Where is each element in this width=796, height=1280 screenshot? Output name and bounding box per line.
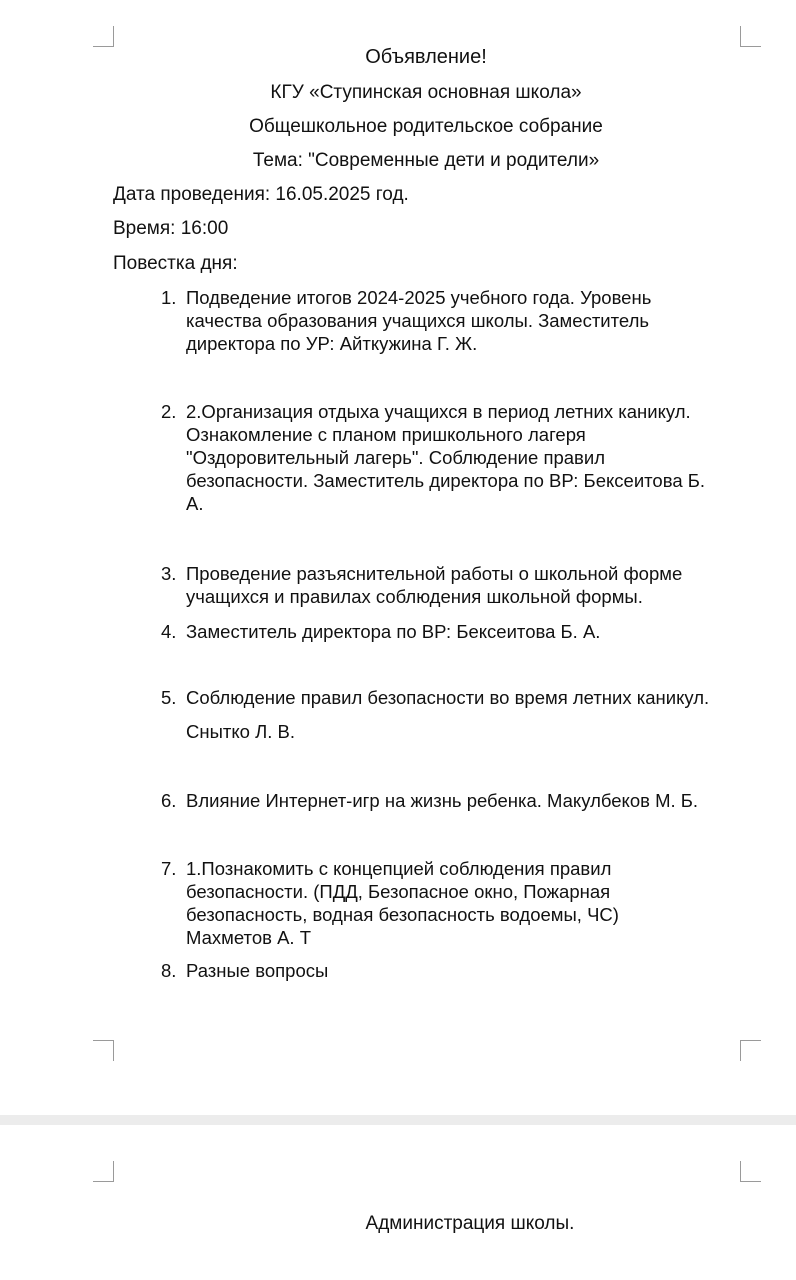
agenda-heading: Повестка дня: (113, 253, 238, 274)
agenda-item-text: Разные вопросы (186, 960, 329, 981)
page-separator (0, 1115, 796, 1125)
meeting-topic: Тема: "Современные дети и родители» (252, 150, 600, 171)
agenda-item-text: Заместитель директора по ВР: Бексеитова Б. А. (186, 621, 601, 642)
school-name: КГУ «Ступинская основная школа» (270, 82, 582, 103)
document-page-2 (0, 1125, 796, 1280)
margin-corner-mark (93, 26, 114, 47)
administration-signature: Администрация школы. (365, 1213, 575, 1234)
agenda-item-number: 4. (161, 621, 177, 642)
margin-corner-mark (740, 1040, 761, 1061)
margin-corner-mark (93, 1161, 114, 1182)
meeting-date: Дата проведения: 16.05.2025 год. (113, 184, 409, 205)
agenda-item-text: Подведение итогов 2024-2025 учебного года. Уровень качества образования учащихся школы. Заместитель директора по УР: Айткужина Г. Ж. (186, 287, 652, 354)
agenda-item-number: 7. (161, 858, 177, 879)
agenda-item-text: Соблюдение правил безопасности во время летних каникул. (186, 687, 710, 708)
agenda-item-text: Влияние Интернет-игр на жизнь ребенка. Макулбеков М. Б. (186, 790, 699, 811)
agenda-item-text: 2.Организация отдыха учащихся в период летних каникул. Ознакомление с планом пришкольного лагеря "Оздоровительный лагерь". Соблюдение правил безопасности. Заместитель директора по ВР: Бексеитова Б. А. (186, 401, 706, 514)
agenda-item-number: 3. (161, 563, 177, 584)
agenda-item-number: 8. (161, 960, 177, 981)
agenda-item-number: 6. (161, 790, 177, 811)
margin-corner-mark (740, 26, 761, 47)
agenda-item-text: Снытко Л. В. (186, 721, 295, 742)
event-name: Общешкольное родительское собрание (249, 116, 603, 137)
agenda-item-number: 2. (161, 401, 177, 422)
agenda-item-text: Проведение разъяснительной работы о школьной форме учащихся и правилах соблюдения школьной формы. (186, 563, 683, 607)
meeting-time: Время: 16:00 (113, 218, 229, 239)
margin-corner-mark (740, 1161, 761, 1182)
agenda-item-number: 1. (161, 287, 177, 308)
announcement-title: Объявление! (365, 46, 487, 68)
margin-corner-mark (93, 1040, 114, 1061)
agenda-item-text: 1.Познакомить с концепцией соблюдения правил безопасности. (ПДД, Безопасное окно, Пожарная безопасность, водная безопасность водоемы, ЧС) Махметов А. Т (186, 858, 619, 948)
agenda-item-number: 5. (161, 687, 177, 708)
